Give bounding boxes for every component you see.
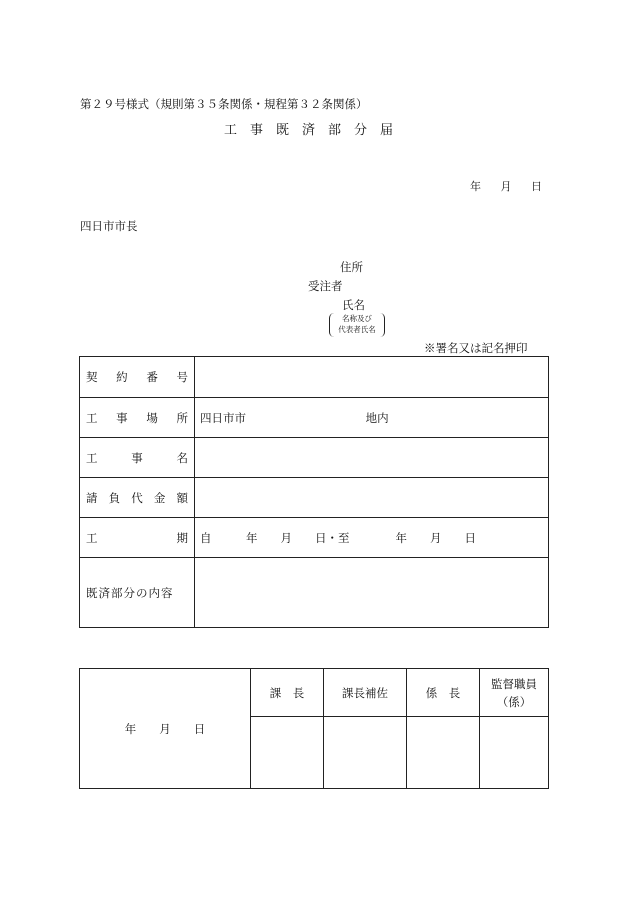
stamp-cell[interactable] [480,717,549,789]
construction-period-field[interactable]: 自 年 月 日・至 年 月 日 [195,518,549,558]
approval-table [79,668,549,789]
document-title: 工事既済部分届 [223,123,406,138]
table-row [80,518,549,558]
name-note [329,313,385,337]
contractor-label: 受注者 [308,279,343,293]
approval-header-row [80,669,549,717]
location-suffix: 地内 [365,410,389,425]
seal-note: ※署名又は記名押印 [424,341,528,355]
submission-date: 年 月 日 [470,180,542,193]
row-label: 工 事 名 [80,438,195,478]
main-form-table [79,356,549,628]
stamp-cell[interactable] [251,717,324,789]
table-row [80,558,549,628]
location-city: 四日市市 [200,410,246,425]
contract-number-field[interactable] [195,357,549,398]
name-note-line1: 名称及び [342,314,372,323]
construction-name-field[interactable] [195,438,549,478]
approval-header: 課長補佐 [324,669,407,717]
name-note-line2: 代表者氏名 [338,325,376,334]
approval-header: 課 長 [251,669,324,717]
contract-amount-field[interactable] [195,478,549,518]
addressee: 四日市市長 [80,219,138,233]
table-row [80,398,549,438]
row-label: 契 約 番 号 [80,357,195,398]
stamp-cell[interactable] [407,717,480,789]
address-label: 住所 [340,260,363,274]
table-row [80,438,549,478]
row-label: 工 期 [80,518,195,558]
name-label: 氏名 [342,298,365,312]
table-row [80,478,549,518]
row-label: 既済部分の内容 [80,558,195,628]
construction-location-field[interactable] [195,398,549,438]
stamp-cell[interactable] [324,717,407,789]
approval-header: 係 長 [407,669,480,717]
approval-date: 年 月 日 [80,669,251,789]
table-row [80,357,549,398]
approval-header: 監督職員 （係） [480,669,549,717]
form-code: 第２９号様式（規則第３５条関係・規程第３２条関係） [80,97,368,111]
row-label: 工 事 場 所 [80,398,195,438]
row-label: 請 負 代 金 額 [80,478,195,518]
completed-portion-field[interactable] [195,558,549,628]
